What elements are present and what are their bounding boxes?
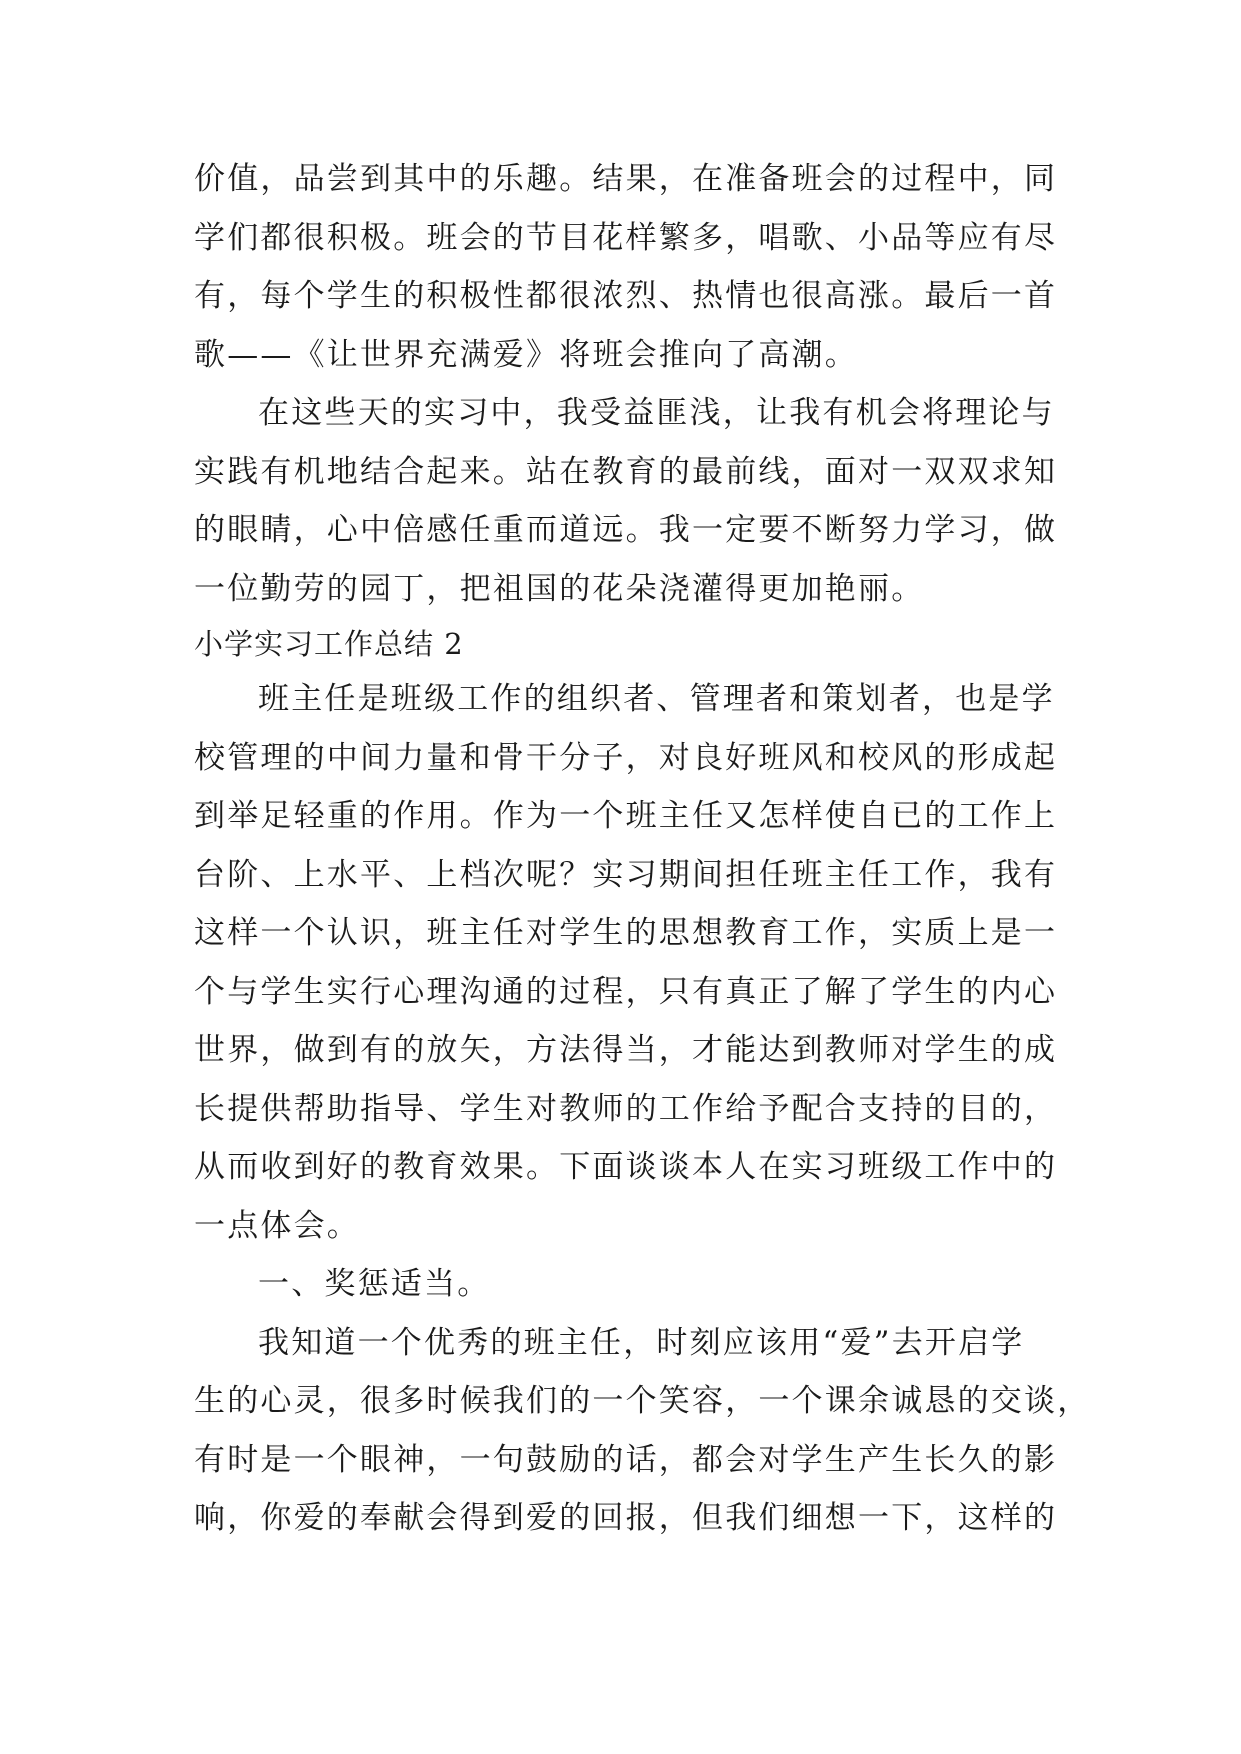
paragraph-start-line: 我知道一个优秀的班主任，时刻应该用“爱”去开启学 — [258, 1324, 1025, 1361]
text-line: 价值，品尝到其中的乐趣。结果，在准备班会的过程中，同 — [194, 161, 1058, 197]
text-line: 台阶、上水平、上档次呢？实习期间担任班主任工作，我有 — [194, 856, 1058, 893]
paragraph-start-line: 班主任是班级工作的组织者、管理者和策划者，也是学 — [258, 681, 1055, 717]
text-line: 一点体会。 — [194, 1207, 360, 1244]
text-line: 世界，做到有的放矢，方法得当，才能达到教师对学生的成 — [194, 1032, 1058, 1068]
text-line: 一位勤劳的园丁，把祖国的花朵浇灌得更加艳丽。 — [194, 570, 925, 607]
text-line: 长提供帮助指导、学生对教师的工作给予配合支持的目的， — [194, 1090, 1058, 1127]
text-line: 有时是一个眼神，一句鼓励的话，都会对学生产生长久的影 — [194, 1441, 1058, 1478]
text-line: 有，每个学生的积极性都很浓烈、热情也很高涨。最后一首 — [194, 278, 1058, 314]
paragraph-start-line: 在这些天的实习中，我受益匪浅，让我有机会将理论与 — [258, 395, 1055, 431]
text-line: 歌——《让世界充满爱》将班会推向了高潮。 — [194, 336, 858, 373]
section-heading: 小学实习工作总结 2 — [194, 627, 464, 661]
text-line: 个与学生实行心理沟通的过程，只有真正了解了学生的内心 — [194, 973, 1058, 1010]
text-line: 的眼睛，心中倍感任重而道远。我一定要不断努力学习，做 — [194, 512, 1058, 548]
text-line: 学们都很积极。班会的节目花样繁多，唱歌、小品等应有尽 — [194, 219, 1058, 256]
document-body — [194, 150, 1091, 1548]
text-line: 从而收到好的教育效果。下面谈谈本人在实习班级工作中的 — [194, 1149, 1058, 1185]
text-line: 响，你爱的奉献会得到爱的回报，但我们细想一下，这样的 — [194, 1500, 1058, 1536]
subsection-heading: 一、奖惩适当。 — [258, 1266, 491, 1302]
text-line: 到举足轻重的作用。作为一个班主任又怎样使自已的工作上 — [194, 798, 1058, 834]
text-line: 这样一个认识，班主任对学生的思想教育工作，实质上是一 — [194, 915, 1058, 951]
text-line: 实践有机地结合起来。站在教育的最前线，面对一双双求知 — [194, 453, 1058, 490]
text-line: 校管理的中间力量和骨干分子，对良好班风和校风的形成起 — [194, 739, 1058, 776]
text-line: 生的心灵，很多时候我们的一个笑容，一个课余诚恳的交谈， — [194, 1383, 1091, 1419]
